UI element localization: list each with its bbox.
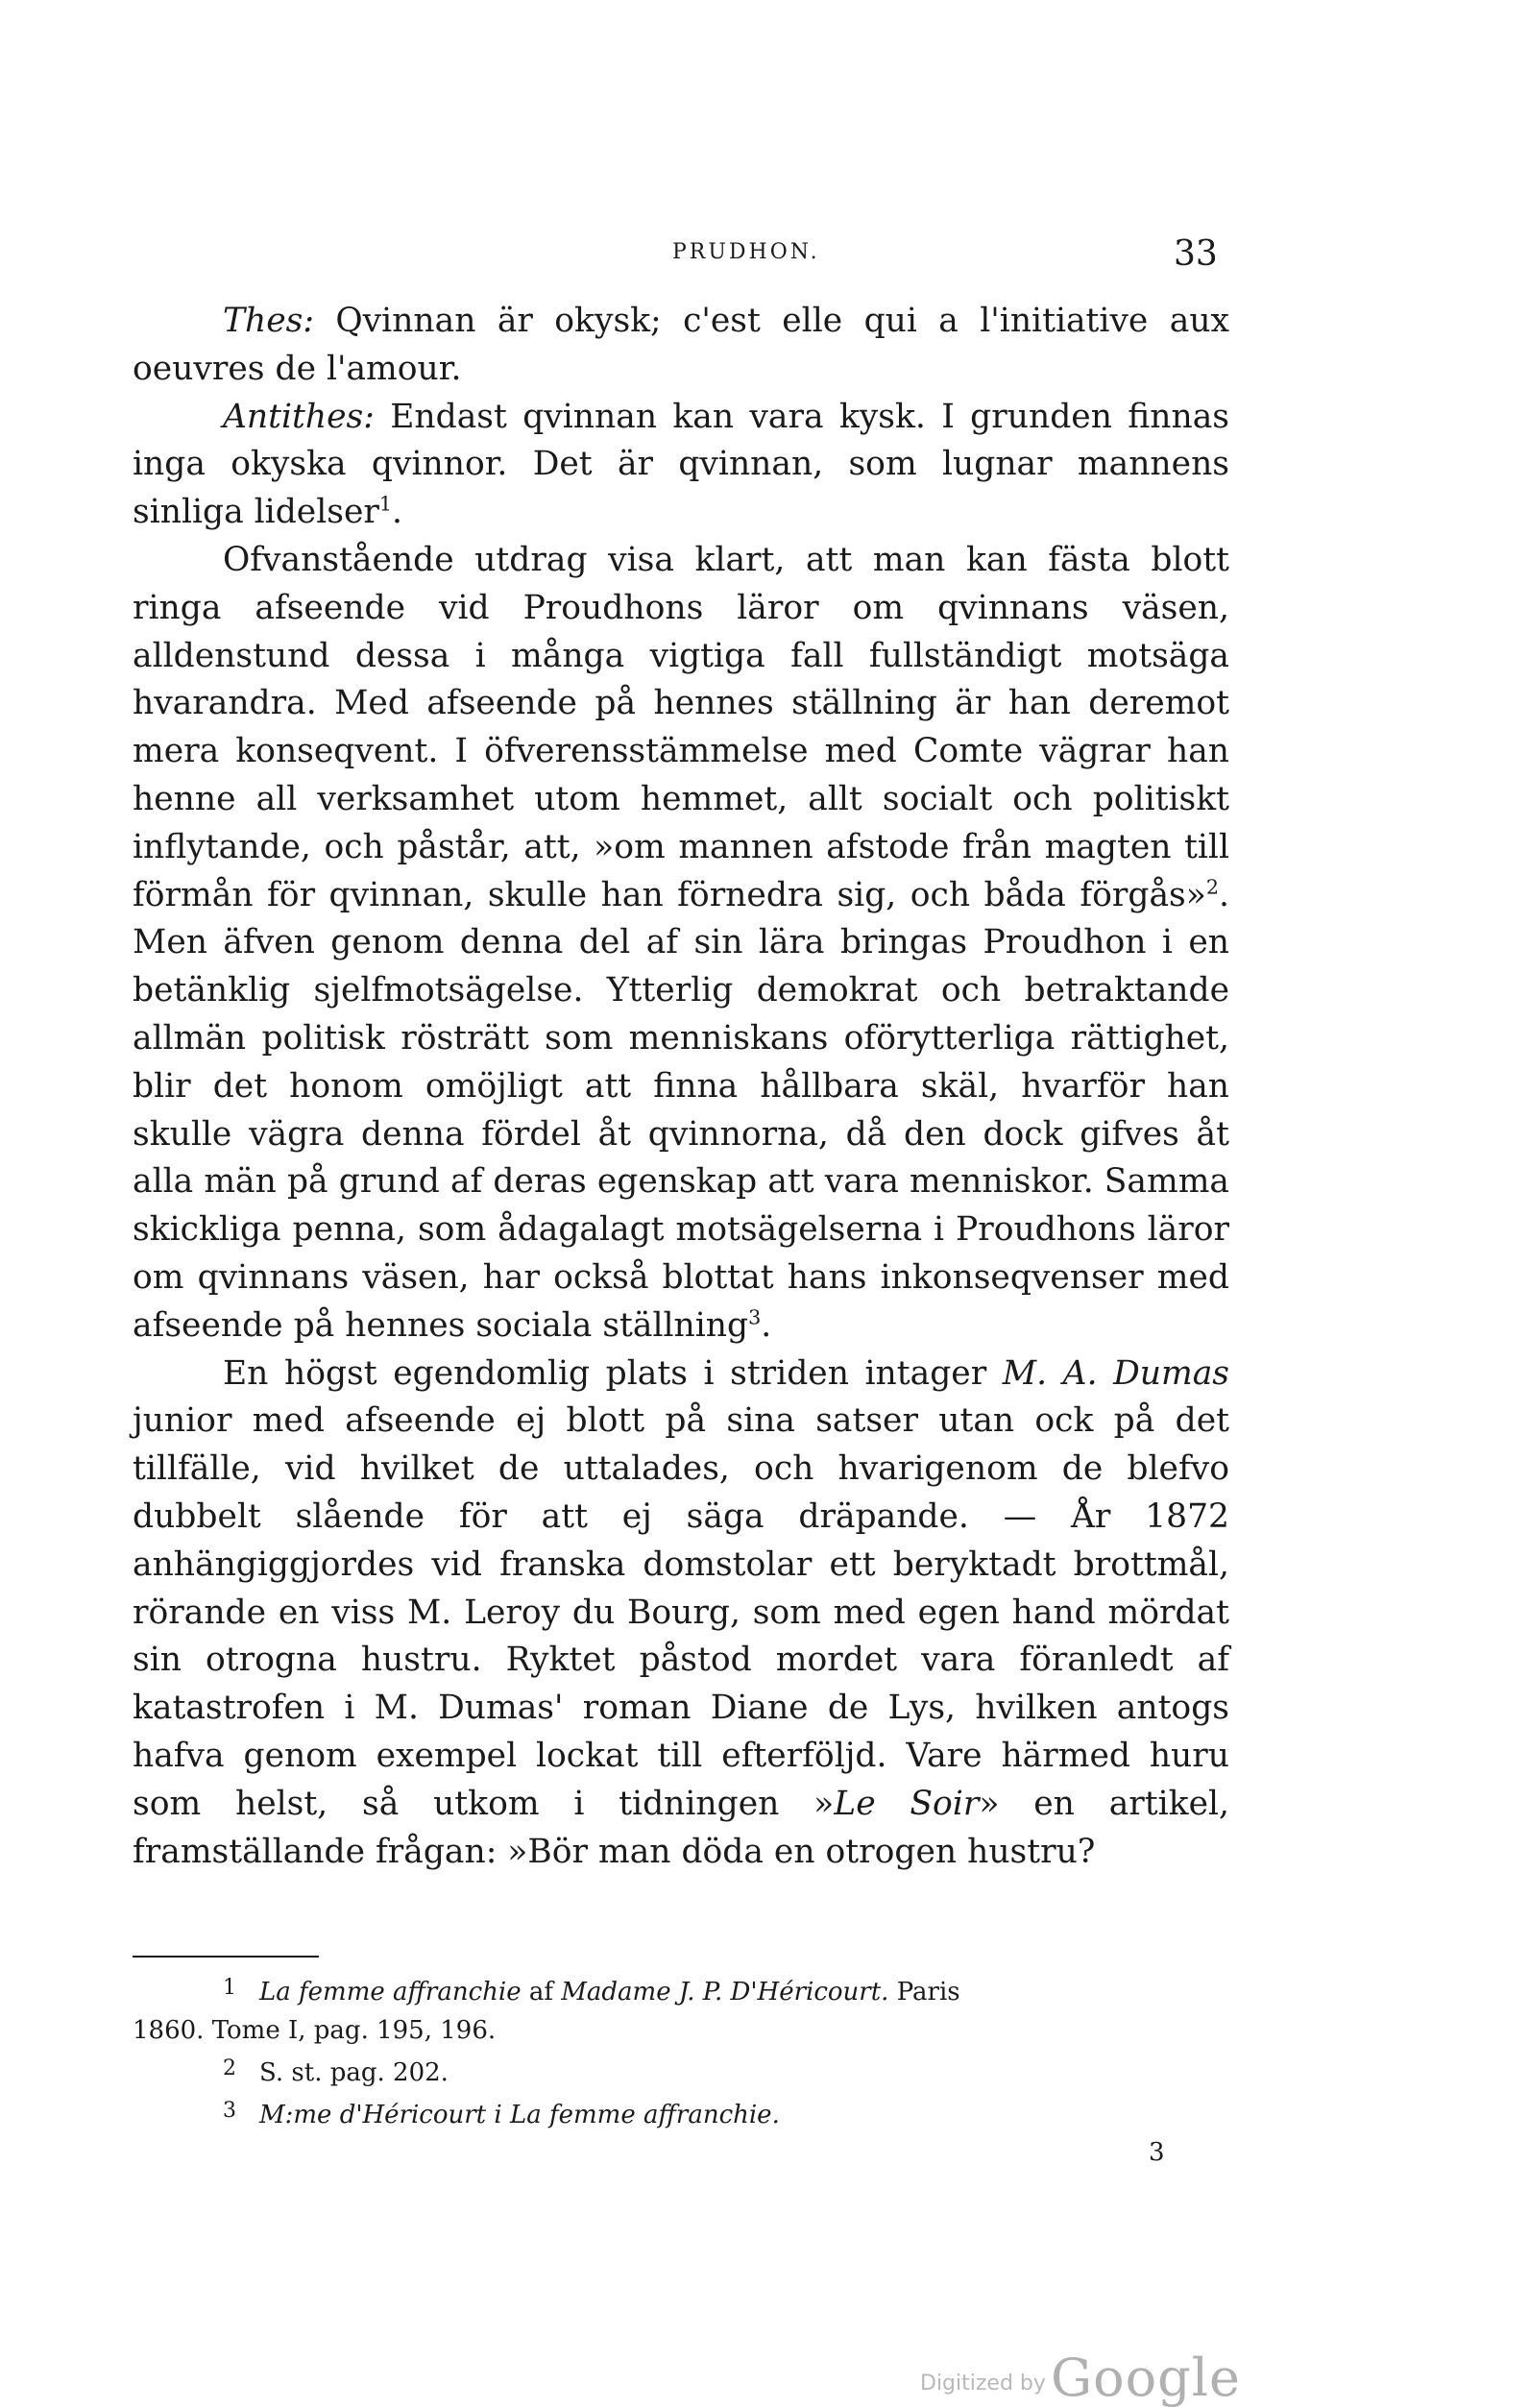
proudhon-text: Ofvanstående utdrag visa klart, att man kan fästa blott ringa afseende vid Proudhons läror om qvinnans väsen, alldenstund dessa i många vigtiga fall fullständigt motsäga hvarandra. Med afseende på hennes ställning är han deremot mera konseqvent. I öfverensstämmelse med Comte vägrar han henne all verksamhet utom hemmet, allt socialt och politiskt inflytande, och påstår, att, »om mannen afstode från magten till förmån för qvinnan, skulle han förnedra sig, och båda förgås»	[133, 540, 1229, 914]
paragraph-dumas	[133, 1350, 1229, 1877]
thesis-text: Qvinnan är okysk; c'est elle qui a l'initiative aux oeuvres de l'amour.	[133, 302, 1229, 388]
footnotes	[133, 1969, 1229, 2134]
digitized-by-label: Digitized by	[920, 2372, 1046, 2396]
punctuation: .	[761, 1305, 772, 1345]
newspaper-name: Le Soir	[834, 1784, 980, 1823]
footnote-ref-3: 3	[748, 1305, 762, 1329]
paragraph-antithesis	[133, 394, 1229, 537]
paragraph-proudhon	[133, 537, 1229, 1350]
footnote-2-mark: 2	[223, 2056, 236, 2080]
antithesis-label: Antithes:	[223, 397, 375, 436]
footnote-1-place: Paris	[888, 1978, 960, 2007]
footnote-3-text: M:me d'Héricourt i La femme affranchie.	[259, 2101, 780, 2129]
footnote-1-title: La femme affranchie	[259, 1978, 522, 2007]
printer-signature-mark: 3	[1149, 2138, 1165, 2167]
punctuation: .	[392, 493, 403, 532]
footnote-1	[133, 1969, 1229, 2011]
footnote-rule	[133, 1956, 319, 1958]
footnote-2-text: S. st. pag. 202.	[259, 2058, 449, 2087]
dumas-text: En högst egendomlig plats i striden intager	[223, 1353, 1003, 1393]
body-text	[133, 298, 1229, 1876]
running-head: PRUDHON.	[672, 240, 820, 264]
footnote-1-af: af	[521, 1978, 562, 2007]
footnote-ref-1: 1	[378, 492, 393, 516]
page-header	[0, 234, 1529, 273]
dumas-text-end: » en artikel, framställande frågan: »Bör man döda en otrogen hustru?	[133, 1784, 1229, 1871]
dumas-name: M. A. Dumas	[1002, 1353, 1229, 1393]
footnote-2	[133, 2050, 1229, 2092]
thesis-label: Thes:	[223, 302, 314, 340]
dumas-text-continued: junior med afseende ej blott på sina satser utan ock på det tillfälle, vid hvilket de uttalades, och hvarigenom de blefvo dubbelt slående för att ej säga dräpande. — År 1872 anhängiggjordes vid franska domstolar ett beryktadt brottmål, rörande en viss M. Leroy du Bourg, som med egen hand mördat sin otrogna hustru. Ryktet påstod mordet vara föranledt af katastrofen i M. Dumas' roman Diane de Lys, hvilken antogs hafva genom exempel lockat till efterföljd. Vare härmed huru som helst, så utkom i tidningen »	[133, 1401, 1229, 1823]
proudhon-text-continued: . Men äfven genom denna del af sin lära bringas Proudhon i en betänklig sjelfmotsägelse. Ytterlig demokrat och betraktande allmän politisk rösträtt som menniskans oförytterliga rättighet, blir det honom omöjligt att finna hållbara skäl, hvarför han skulle vägra denna fördel åt qvinnorna, då den dock gifves åt alla män på grund af deras egenskap att vara menniskor. Samma skickliga penna, som ådagalagt motsägelserna i Proudhons läror om qvinnans väsen, har också blottat hans inkonseqvenser med afseende på hennes sociala ställning	[133, 875, 1229, 1345]
footnote-1-mark: 1	[223, 1976, 236, 2000]
footnote-1-author: Madame J. P. D'Héricourt.	[561, 1978, 889, 2007]
google-logo: Google	[1051, 2347, 1241, 2408]
footnote-3	[133, 2092, 1229, 2134]
footnote-ref-2: 2	[1205, 875, 1220, 899]
page-number: 33	[1174, 234, 1218, 274]
antithesis-text: Endast qvinnan kan vara kysk. I grunden finnas inga okyska qvinnor. Det är qvinnan, som lugnar mannens sinliga lidelser	[133, 397, 1229, 532]
footnote-3-mark: 3	[223, 2099, 236, 2123]
footnote-1-continued: 1860. Tome I, pag. 195, 196.	[133, 2016, 497, 2045]
digitized-by-google-watermark	[920, 2347, 1241, 2408]
paragraph-thesis	[133, 298, 1229, 394]
